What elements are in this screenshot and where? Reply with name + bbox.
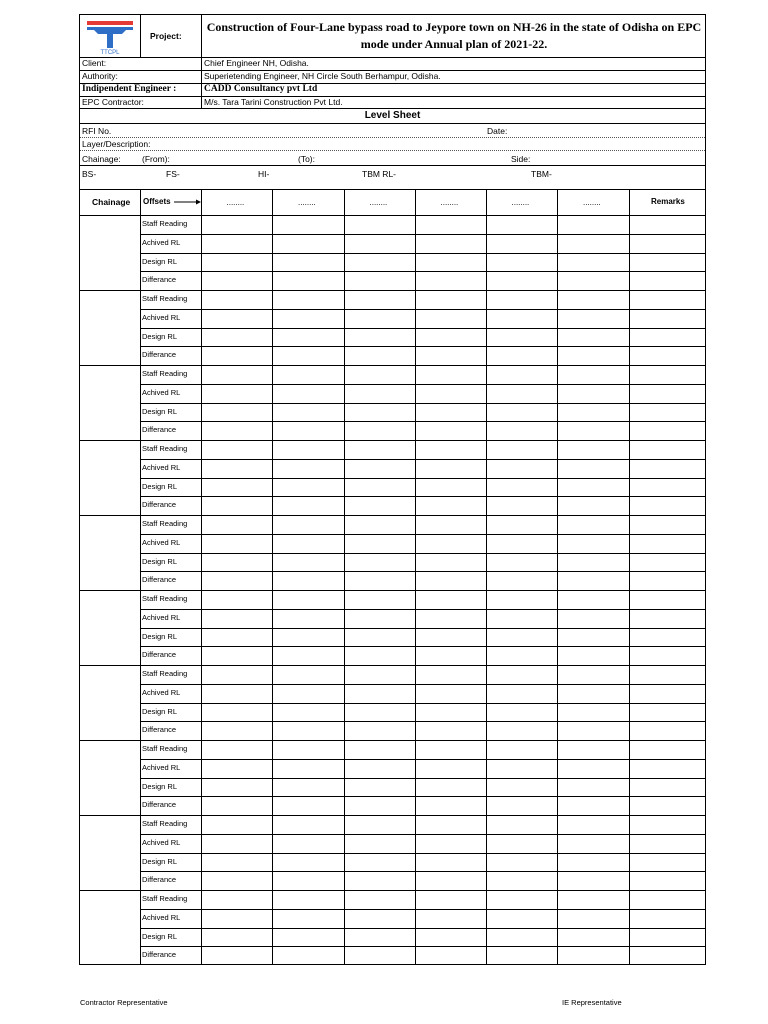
table-row-divider (80, 290, 705, 291)
epc-contractor-value: M/s. Tara Tarini Construction Pvt Ltd. (204, 97, 343, 107)
table-row-divider (140, 871, 705, 872)
independent-engineer-label: Indipendent Engineer : (82, 84, 177, 94)
row-label: Achived RL (142, 762, 181, 772)
row-label: Design RL (142, 406, 178, 416)
independent-engineer-value: CADD Consultancy pvt Ltd (204, 84, 318, 94)
offset-placeholder[interactable]: ........ (583, 198, 601, 207)
offset-placeholder[interactable]: ........ (298, 198, 316, 207)
table-row-divider (140, 646, 705, 647)
row-label: Differance (142, 425, 177, 435)
hi-label: HI- (258, 169, 270, 179)
client-label: Client: (82, 58, 107, 68)
table-row-divider (140, 609, 705, 610)
level-sheet-title: Level Sheet (364, 110, 421, 121)
chainage-from-label: (From): (142, 154, 170, 164)
row-label: Differance (142, 575, 177, 585)
tbm-label: TBM- (531, 169, 552, 179)
row-label: Design RL (142, 706, 178, 716)
row-label: Staff Reading (142, 744, 188, 753)
column-divider (486, 189, 487, 965)
row-label: Achived RL (142, 687, 181, 697)
tbm-rl-label: TBM RL- (362, 169, 396, 179)
table-row-divider (80, 890, 705, 891)
row-label: Achived RL (142, 912, 181, 922)
arrow-right-icon (174, 199, 202, 205)
row-label: Achived RL (142, 312, 181, 322)
row-label: Differance (142, 950, 177, 960)
table-row-divider (140, 946, 705, 947)
column-divider (557, 189, 558, 965)
row-label: Differance (142, 875, 177, 885)
row-label: Differance (142, 500, 177, 510)
chainage-to-label: (To): (298, 154, 315, 164)
row-label: Design RL (142, 631, 178, 641)
row-label: Staff Reading (142, 444, 188, 453)
row-label: Staff Reading (142, 219, 188, 228)
table-row-divider (140, 253, 705, 254)
table-row-divider (140, 928, 705, 929)
table-row-divider (80, 515, 705, 516)
table-row-divider (140, 571, 705, 572)
date-label: Date: (487, 126, 508, 136)
table-row-divider (140, 271, 705, 272)
column-divider (140, 189, 141, 965)
offset-placeholder[interactable]: ........ (369, 198, 388, 207)
table-row-divider (140, 721, 705, 722)
company-logo-icon (84, 18, 136, 55)
authority-value: Superietending Engineer, NH Circle South Berhampur, Odisha. (204, 71, 441, 81)
column-divider (629, 189, 630, 965)
rfi-no-label: RFI No. (82, 126, 112, 136)
row-label: Design RL (142, 331, 178, 341)
row-label: Design RL (142, 781, 178, 791)
offset-placeholder[interactable]: ........ (226, 198, 245, 207)
row-label: Design RL (142, 931, 178, 941)
table-row-divider (140, 553, 705, 554)
table-row-divider (140, 459, 705, 460)
row-label: Achived RL (142, 537, 181, 547)
table-row-divider (140, 384, 705, 385)
header-divider (80, 215, 705, 216)
row-label: Staff Reading (142, 819, 188, 828)
client-value: Chief Engineer NH, Odisha. (204, 58, 309, 68)
chainage-column-header: Chainage (92, 197, 131, 207)
table-row-divider (140, 309, 705, 310)
row-label: Differance (142, 650, 177, 660)
offset-placeholder[interactable]: ........ (511, 198, 530, 207)
table-row-divider (140, 328, 705, 329)
column-divider (201, 189, 202, 965)
table-row-divider (140, 796, 705, 797)
table-row-divider (140, 478, 705, 479)
table-row-divider (80, 740, 705, 741)
row-label: Differance (142, 800, 177, 810)
offset-placeholder[interactable]: ........ (440, 198, 459, 207)
project-label: Project: (150, 31, 182, 41)
table-row-divider (140, 346, 705, 347)
offsets-column-header: Offsets (143, 197, 171, 206)
row-label: Staff Reading (142, 894, 188, 903)
table-row-divider (140, 703, 705, 704)
table-row-divider (140, 534, 705, 535)
table-row-divider (80, 440, 705, 441)
table-row-divider (80, 665, 705, 666)
row-label: Achived RL (142, 237, 181, 247)
row-label: Design RL (142, 481, 178, 491)
epc-contractor-label: EPC Contractor: (82, 97, 144, 107)
bs-label: BS- (82, 169, 97, 179)
table-row-divider (140, 234, 705, 235)
table-row-divider (140, 909, 705, 910)
row-label: Achived RL (142, 612, 181, 622)
level-table (80, 189, 705, 965)
side-label: Side: (511, 154, 531, 164)
row-label: Design RL (142, 556, 178, 566)
row-label: Achived RL (142, 387, 181, 397)
table-row-divider (140, 496, 705, 497)
table-row-divider (140, 778, 705, 779)
table-row-divider (140, 421, 705, 422)
row-label: Achived RL (142, 462, 181, 472)
table-row-divider (140, 403, 705, 404)
column-divider (415, 189, 416, 965)
contractor-representative-signature: Contractor Representative (80, 998, 168, 1007)
fs-label: FS- (166, 169, 180, 179)
table-row-divider (140, 834, 705, 835)
row-label: Staff Reading (142, 294, 188, 303)
logo-text: TTCPL (100, 50, 120, 55)
row-label: Differance (142, 275, 177, 285)
row-label: Staff Reading (142, 669, 188, 678)
row-label: Staff Reading (142, 519, 188, 528)
chainage-label: Chainage: (82, 154, 121, 164)
table-row-divider (140, 853, 705, 854)
project-title: Construction of Four-Lane bypass road to Jeypore town on NH-26 in the state of Odisha on EPC mode under Annual plan of 2021-22. (206, 20, 702, 51)
ie-representative-signature: IE Representative (562, 998, 622, 1007)
table-row-divider (80, 590, 705, 591)
row-label: Design RL (142, 256, 178, 266)
row-label: Staff Reading (142, 369, 188, 378)
level-sheet-form (79, 14, 706, 965)
table-row-divider (80, 815, 705, 816)
row-label: Staff Reading (142, 594, 188, 603)
table-row-divider (80, 365, 705, 366)
table-row-divider (140, 684, 705, 685)
table-row-divider (140, 759, 705, 760)
row-label: Differance (142, 725, 177, 735)
column-divider (344, 189, 345, 965)
authority-label: Authority: (82, 71, 118, 81)
table-row-divider (140, 628, 705, 629)
remarks-column-header: Remarks (651, 197, 685, 206)
column-divider (272, 189, 273, 965)
row-label: Achived RL (142, 837, 181, 847)
row-label: Differance (142, 350, 177, 360)
layer-description-label: Layer/Description: (82, 139, 151, 149)
row-label: Design RL (142, 856, 178, 866)
